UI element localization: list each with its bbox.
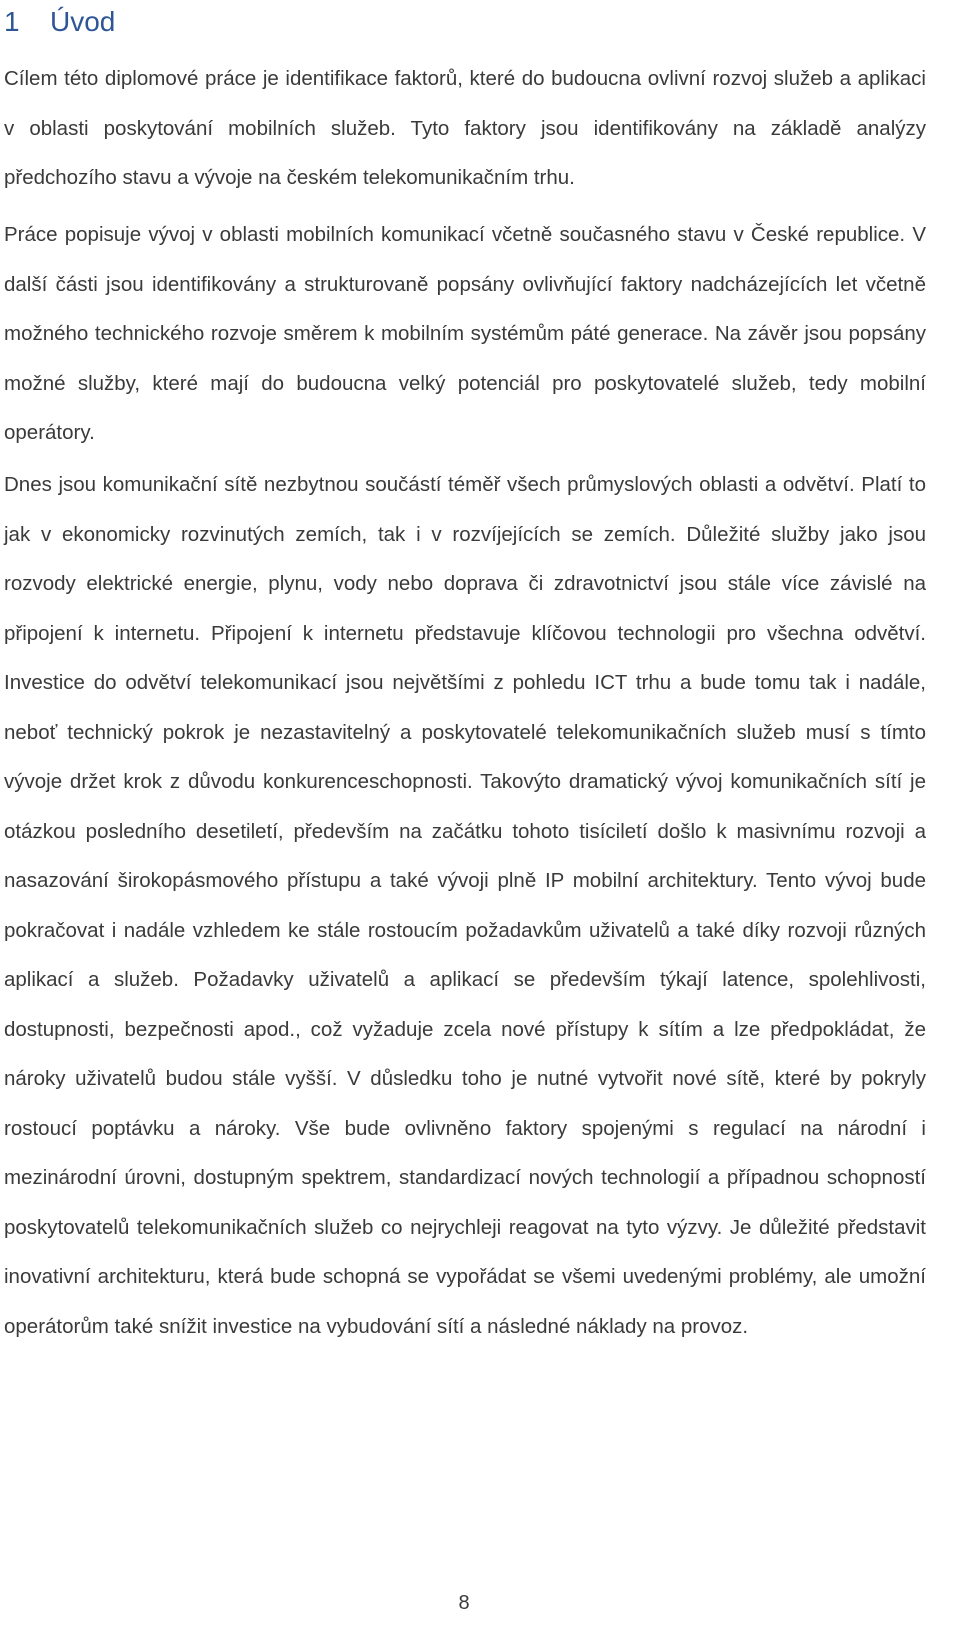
paragraph-overview: Práce popisuje vývoj v oblasti mobilních komunikací včetně současného stavu v České republice. V další části jsou identifikovány a strukturovaně popsány ovlivňující faktory nadcházejících let včetně možného technického rozvoje směrem k mobilním systémům páté generace. Na závěr jsou popsány možné služby, které mají do budoucna velký potenciál pro poskytovatelé služeb, tedy mobilní operátory. [4, 223, 926, 444]
page-number: 8 [458, 1592, 470, 1614]
chapter-heading [4, 6, 115, 38]
paragraph-context: Dnes jsou komunikační sítě nezbytnou součástí téměř všech průmyslových oblasti a odvětví. Platí to jak v ekonomicky rozvinutých zemích, tak i v rozvíjejících se zemích. Důležité služby jako jsou rozvody elektrické energie, plynu, vody nebo doprava či zdravotnictví jsou stále více závislé na připojení k internetu. Připojení k internetu představuje klíčovou technologii pro všechna odvětví. Investice do odvětví telekomunikací jsou největšími z pohledu ICT trhu a bude tomu tak i nadále, neboť technický pokrok je nezastavitelný a poskytovatelé telekomunikačních služeb musí s tímto vývoje držet krok z důvodu konkurenceschopnosti. Takovýto dramatický vývoj komunikačních sítí je otázkou posledního desetiletí, především na začátku tohoto tisíciletí došlo k masivnímu rozvoji a nasazování širokopásmového přístupu a také vývoji plně IP mobilní architektury. Tento vývoj bude pokračovat i nadále vzhledem ke stále rostoucím požadavkům uživatelů a také díky rozvoji různých aplikací a služeb. Požadavky uživatelů a aplikací se především týkají latence, spolehlivosti, dostupnosti, bezpečnosti apod., což vyžaduje zcela nové přístupy k sítím a lze předpokládat, že nároky uživatelů budou stále vyšší. V důsledku toho je nutné vytvořit nové sítě, které by pokryly rostoucí poptávku a nároky. Vše bude ovlivněno faktory spojenými s regulací na národní i mezinárodní úrovni, dostupným spektrem, standardizací nových technologií a případnou schopností poskytovatelů telekomunikačních služeb co nejrychleji reagovat na tyto výzvy. Je důležité představit inovativní architekturu, která bude schopná se vypořádat se všemi uvedenými problémy, ale umožní operátorům také snížit investice na vybudování sítí a následné náklady na provoz. [4, 473, 926, 1338]
chapter-number: 1 [4, 6, 20, 37]
paragraph-intro: Cílem této diplomové práce je identifikace faktorů, které do budoucna ovlivní rozvoj služeb a aplikaci v oblasti poskytování mobilních služeb. Tyto faktory jsou identifikovány na základě analýzy předchozího stavu a vývoje na českém telekomunikačním trhu. [4, 67, 926, 189]
chapter-title: Úvod [50, 6, 116, 37]
